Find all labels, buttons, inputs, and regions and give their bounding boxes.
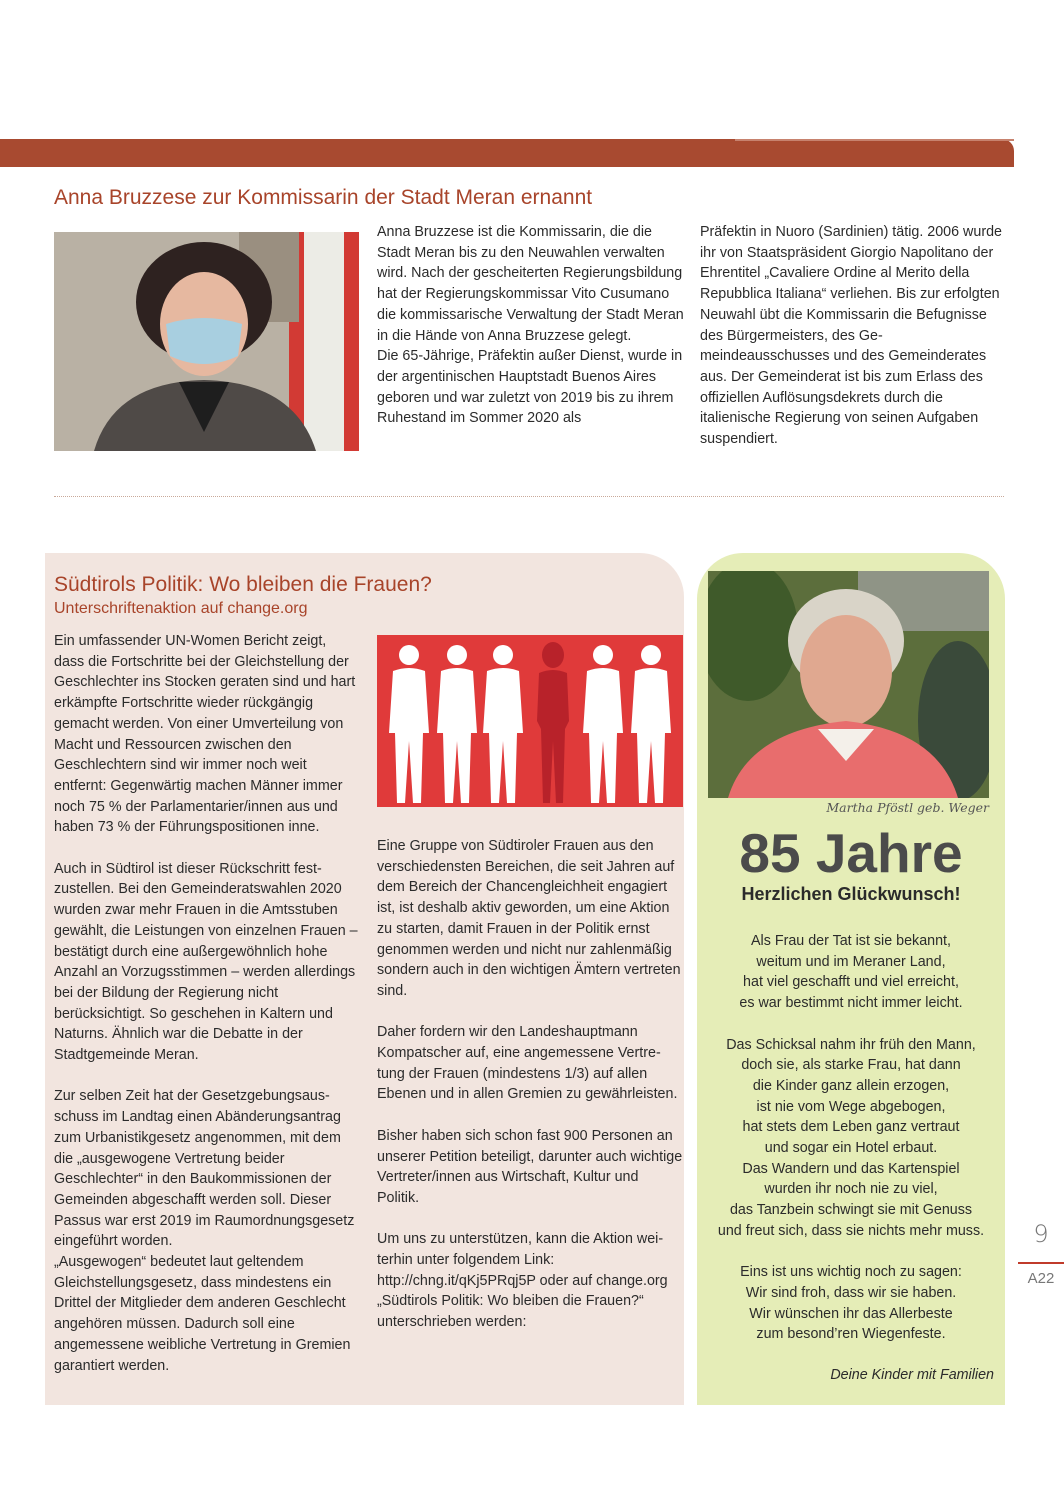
- paragraph: Präfektin in Nuoro (Sardinien) tätig. 2006 wurde ihr von Staatspräsident Giorgio Napolitano der Ehrentitel „Cavaliere Ordine al Merito della Repubblica Italiana“ verliehen. Bis zur erfolgten Neuwahl übt die Kommissarin die Befugnisse des Bürgermeisters, des Gemeindeausschusses und des Gemeinderates aus. Der Gemeinderat ist bis zum Erlass des offiziellen Auflösungsdekrets durch die italienische Regierung von seinen Aufgaben suspendiert.: [700, 224, 1002, 448]
- section-divider: [54, 496, 1004, 497]
- poem-line: hat stets dem Leben ganz vertraut: [742, 1119, 960, 1136]
- paragraph: Eine Gruppe von Südtiroler Frauen aus den verschiedensten Bereichen, die seit Jahren auf dem Bereich der Chancengleichheit engagiert ist, ist deshalb aktiv geworden, um eine Aktion zu starten, damit Frauen in der Politik ernst genommen werden und nicht nur zahlenmäßig sondern auch in den wichtigen Ämtern vertreten sind.: [377, 838, 681, 999]
- poem-line: Das Wandern und das Kartenspiel: [742, 1160, 960, 1177]
- poem-line: und sogar ein Hotel erbaut.: [764, 1140, 938, 1157]
- paragraph: Anna Bruzzese ist die Kommissarin, die die Stadt Meran bis zu den Neuwahlen verwalten wird. Nach der gescheiterten Regierungsbildung hat der Regierungskommissar Vito Cusumano die kommissarische Verwaltung der Stadt Meran in die Hände von Anna Bruzzese gelegt.: [377, 224, 684, 344]
- publication-tag: A22: [1027, 1270, 1055, 1287]
- birthday-poem: [697, 931, 1005, 1366]
- article2-column-1: [54, 631, 358, 1376]
- poem-line: das Tanzbein schwingt sie mit Genuss: [729, 1202, 973, 1219]
- poem-line: Wir sind froh, dass wir sie haben.: [745, 1284, 957, 1301]
- poem-line: wurden ihr noch nie zu viel,: [764, 1181, 938, 1198]
- poem-line: Wir wünschen ihr das Allerbeste: [749, 1305, 953, 1322]
- article2-column-2: [377, 836, 683, 1333]
- poem-line: Als Frau der Tat ist sie bekannt,: [751, 933, 951, 949]
- header-bar: [0, 139, 1014, 167]
- poem-stanza: [697, 1035, 1005, 1242]
- paragraph: Um uns zu unterstützen, kann die Aktion weiterhin unter folgendem Link: http://chng.it/qKj5PRqj5P oder auf change.org „Südtirols Politik: Wo bleiben die Frauen?“ unterschrieben werden:: [377, 1231, 668, 1331]
- poem-line: Das Schicksal nahm ihr früh den Mann,: [726, 1036, 976, 1053]
- paragraph: Daher fordern wir den Landeshauptmann Kompatscher auf, eine angemessene Vertretung der Frauen (mindestens 1/3) auf allen Ebenen und in allen Gremien zu gewährleisten.: [377, 1024, 678, 1103]
- article2-title: Südtirols Politik: Wo bleiben die Frauen?: [54, 573, 432, 596]
- poem-line: die Kinder ganz allein erzogen,: [752, 1077, 950, 1094]
- birthday-greeting: Herzlichen Glückwunsch!: [741, 884, 961, 904]
- paragraph: Zur selben Zeit hat der Gesetzgebungsausschuss im Landtag einen Abänderungsantrag zum Urbanistikgesetz angenommen, mit dem die „ausgewogene Vertretung beider Geschlechter“ in den Baukommissionen der Gemeinden abgeschafft werden soll. Dieser Passus war erst 2019 im Raumordnungsgesetz eingeführt worden. „Ausgewogen“ bedeutet laut geltendem Gleichstellungsgesetz, dass mindestens ein Drittel der Mitglieder dem anderen Geschlecht angehören müssen. Dadurch soll eine angemessene weibliche Vertretung in Gremien garantiert werden.: [54, 1088, 355, 1374]
- article1-column-2: [700, 222, 1004, 450]
- poem-stanza: [697, 1262, 1005, 1345]
- poem-line: hat viel geschafft und viel erreicht,: [743, 974, 959, 991]
- portrait-illustration: [54, 232, 359, 451]
- page-number-rule: [1018, 1262, 1064, 1264]
- poem-line: und freut sich, dass sie nichts mehr muss.: [717, 1222, 985, 1239]
- paragraph: Bisher haben sich schon fast 900 Personen an unserer Petition beteiligt, darunter auch wichtige Vertreter/innen aus Wirtschaft, Kultur und Politik.: [377, 1127, 683, 1206]
- photo-martha: [708, 571, 989, 798]
- header-bar-accent: [735, 139, 1014, 141]
- poem-line: ist nie vom Wege abgebogen,: [756, 1098, 946, 1115]
- people-silhouettes-illustration: [377, 635, 683, 807]
- article1-title: Anna Bruzzese zur Kommissarin der Stadt Meran ernannt: [54, 186, 593, 209]
- poem-line: doch sie, als starke Frau, hat dann: [741, 1057, 961, 1074]
- paragraph: Ein umfassender UN-Women Bericht zeigt, dass die Fortschritte bei der Gleichstellung der Geschlechter ins Stocken geraten sind und hart erkämpfte Fortschritte wieder rückgängig gemacht werden. Von einer Umverteilung von Macht und Ressourcen zwischen den Geschlechtern sind wir immer noch weit entfernt: Gegenwärtig machen Männer immer noch 75 % der Parlamentarier/innen aus und haben 73 % der Führungspositionen inne.: [54, 633, 356, 836]
- photo-anna-bruzzese: [54, 232, 359, 451]
- photo-caption: Martha Pföstl geb. Weger: [826, 800, 989, 815]
- poem-line: zum besond’ren Wiegenfeste.: [756, 1326, 946, 1343]
- portrait-illustration: [708, 571, 989, 798]
- article1-column-1: [377, 222, 685, 429]
- paragraph: Auch in Südtirol ist dieser Rückschritt festzustellen. Bei den Gemeinderatswahlen 2020 wurden zwar mehr Frauen in die Amtsstuben gewählt, die Leistungen von einzelnen Frauen – bestätigt durch eine außergewöhnlich hohe Anzahl an Vorzugsstimmen – werden allerdings bei der Bildung der Regierung nicht berücksichtigt. So geschehen in Kaltern und Naturns. Ähnlich war die Debatte in der Stadtgemeinde Meran.: [54, 860, 358, 1064]
- poem-line: weitum und im Meraner Land,: [756, 953, 946, 970]
- poem-line: Eins ist uns wichtig noch zu sagen:: [740, 1264, 962, 1281]
- poem-line: es war bestimmt nicht immer leicht.: [739, 995, 963, 1012]
- page-number: 9: [1033, 1220, 1049, 1248]
- signature: Deine Kinder mit Familien: [830, 1367, 994, 1383]
- silhouettes-graphic: [377, 635, 683, 807]
- paragraph: Die 65-Jährige, Präfektin außer Dienst, wurde in der argentinischen Hauptstadt Buenos Aires geboren und war zuletzt von 2019 bis zu ihrem Ruhestand im Sommer 2020 als: [377, 348, 683, 427]
- article2-subtitle: Unterschriftenaktion auf change.org: [54, 600, 308, 617]
- poem-stanza: [697, 931, 1005, 1014]
- birthday-heading: 85 Jahre: [739, 822, 963, 884]
